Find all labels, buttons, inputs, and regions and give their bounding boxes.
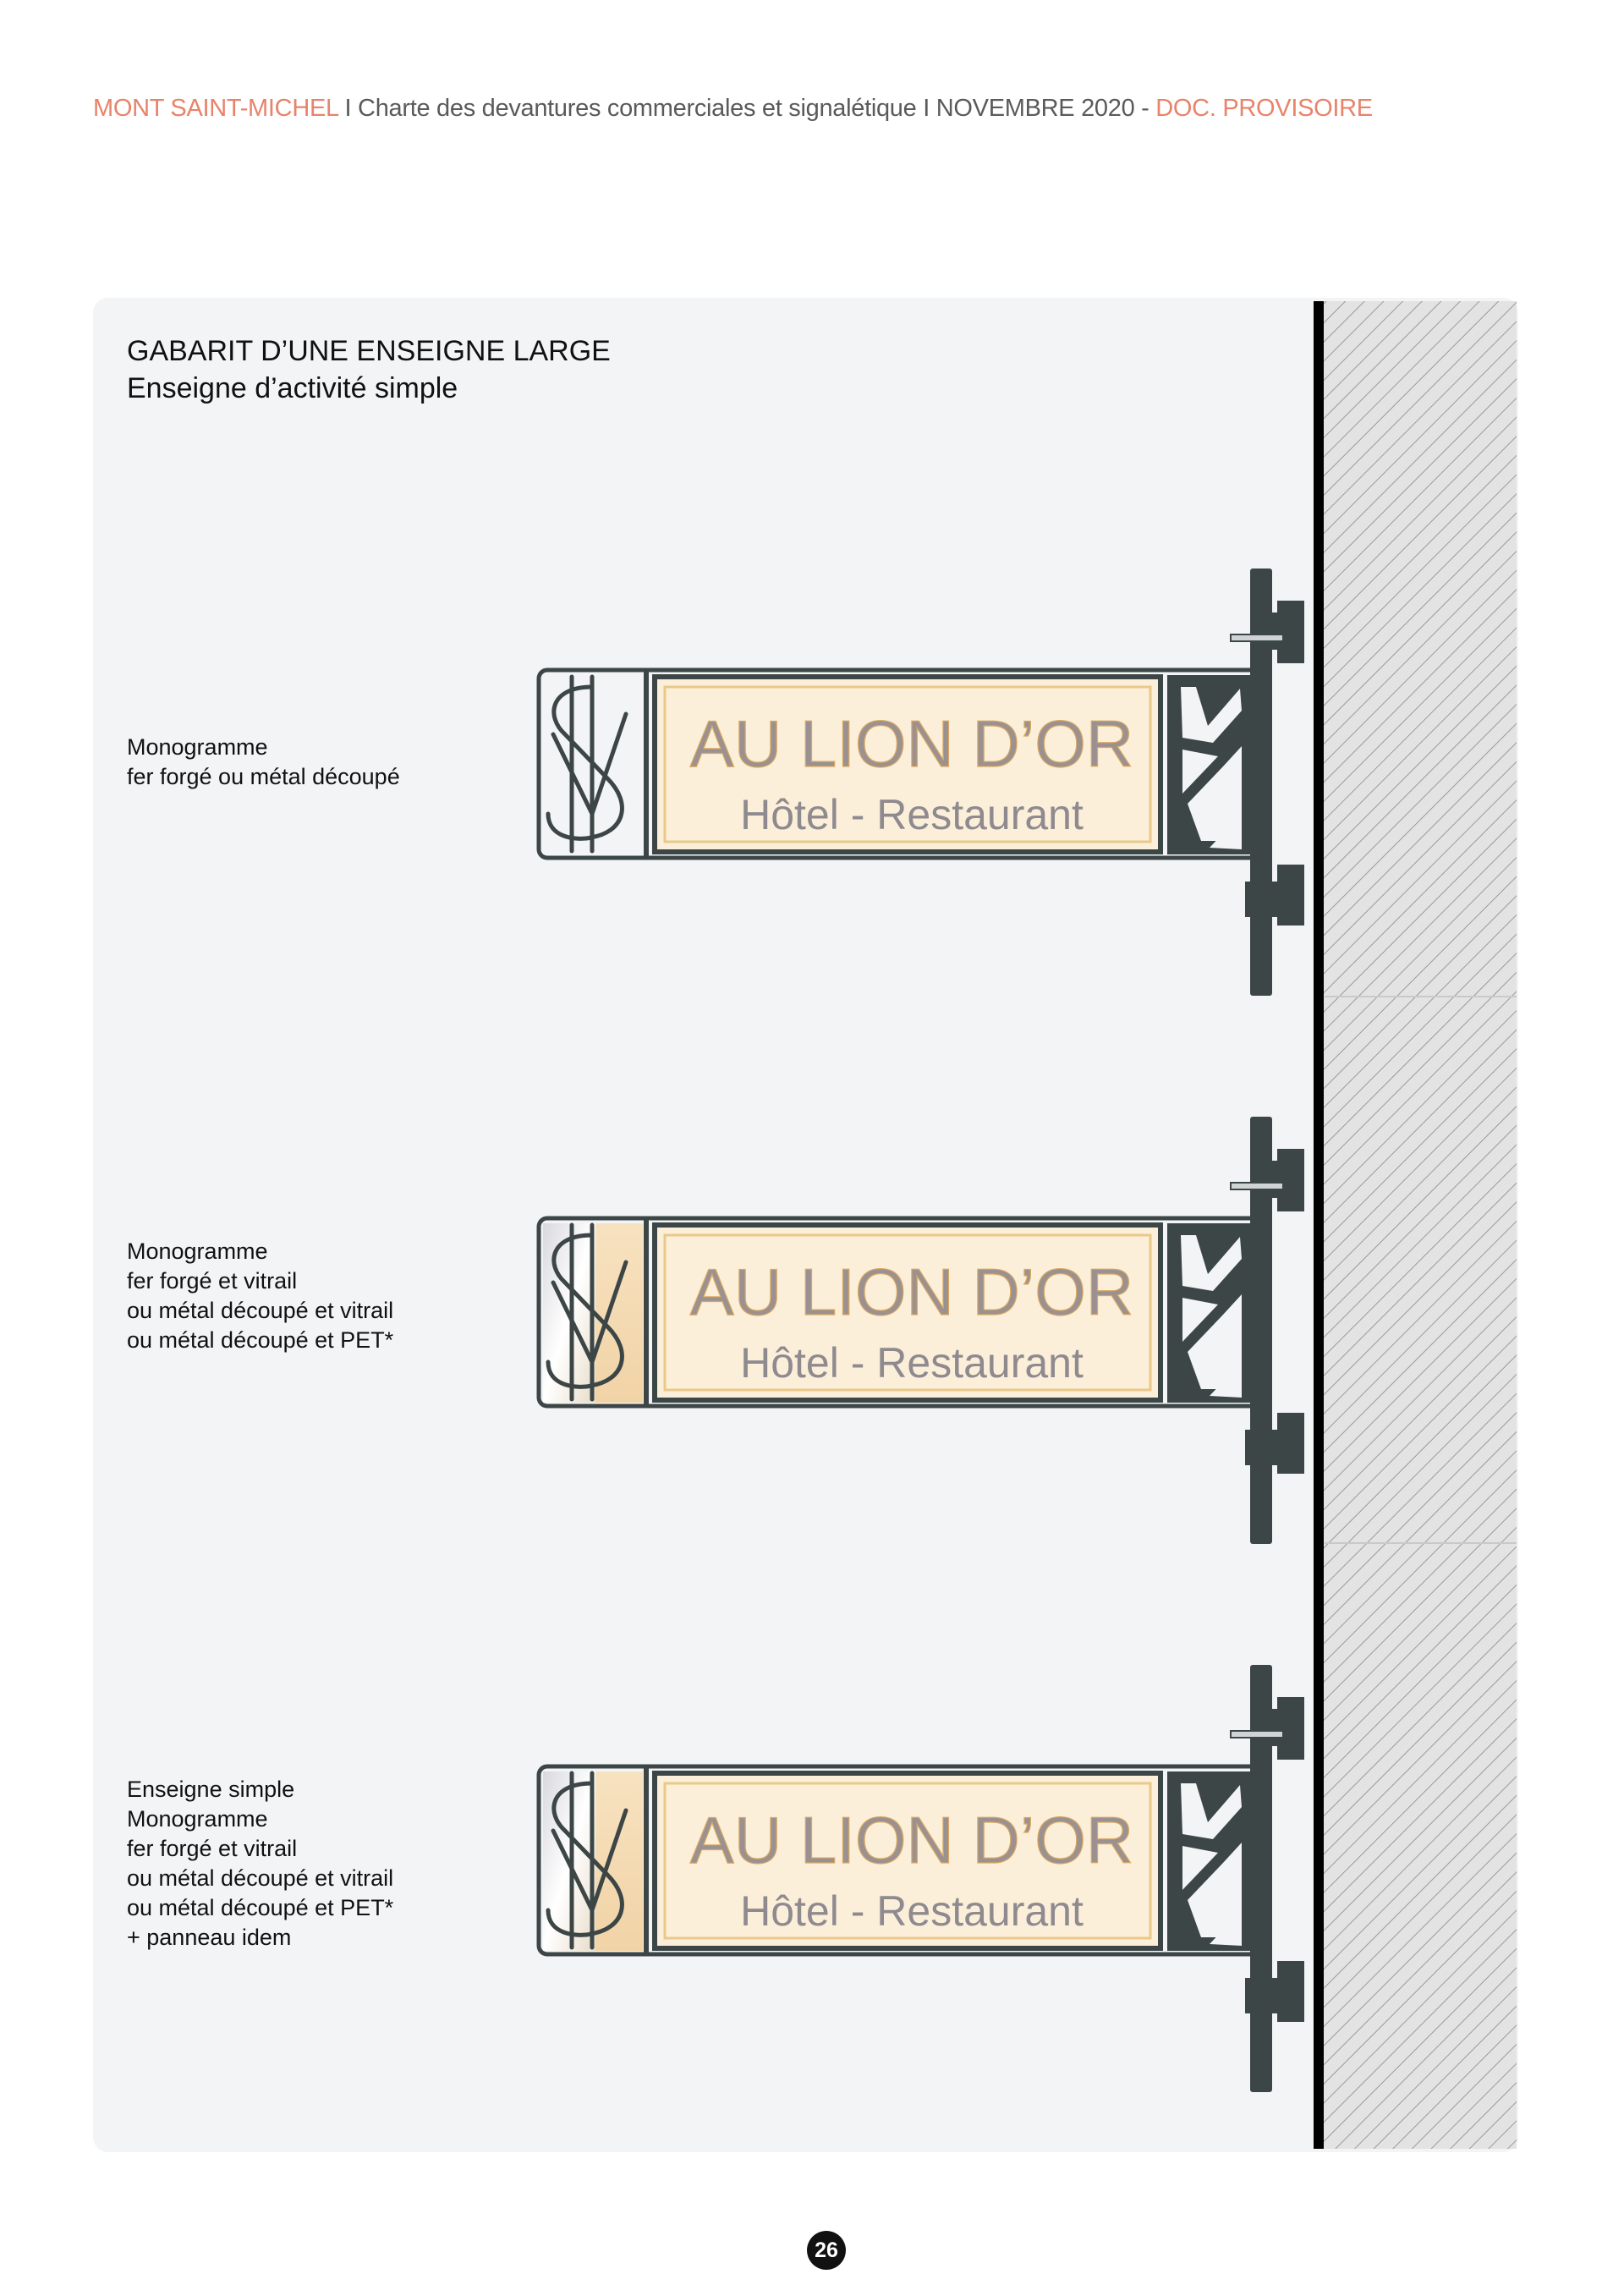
wall-section bbox=[1324, 301, 1517, 2149]
section-title: GABARIT D’UNE ENSEIGNE LARGE bbox=[127, 335, 611, 367]
sign-variant-3 bbox=[539, 1665, 1304, 2092]
page-number: 26 bbox=[807, 2231, 846, 2270]
sign-name: AU LION D’OR bbox=[689, 1255, 1134, 1329]
header-date: NOVEMBRE 2020 bbox=[935, 95, 1135, 122]
caption-line: ou métal découpé et vitrail bbox=[127, 1865, 394, 1891]
caption-line: ou métal découpé et PET* bbox=[127, 1895, 394, 1920]
section-subtitle: Enseigne d’activité simple bbox=[127, 372, 458, 404]
header-place: MONT SAINT-MICHEL bbox=[93, 95, 338, 122]
caption-line: Enseigne simple bbox=[127, 1777, 295, 1802]
caption-line: Monogramme bbox=[127, 1239, 268, 1264]
sign-variant-2 bbox=[539, 1117, 1304, 1544]
caption-line: ou métal découpé et PET* bbox=[127, 1327, 394, 1353]
caption-line: fer forgé et vitrail bbox=[127, 1836, 298, 1861]
header-status: DOC. PROVISOIRE bbox=[1155, 95, 1373, 122]
sign-name: AU LION D’OR bbox=[689, 1803, 1134, 1877]
caption-line: Monogramme bbox=[127, 1806, 268, 1832]
caption-line: Monogramme bbox=[127, 734, 268, 760]
header-document-title: Charte des devantures commerciales et signalétique bbox=[358, 95, 917, 122]
caption-line: fer forgé ou métal découpé bbox=[127, 764, 400, 789]
header-separator: I bbox=[337, 95, 359, 122]
header-separator: I bbox=[916, 95, 936, 122]
sign-activity: Hôtel - Restaurant bbox=[740, 1339, 1084, 1387]
facade-line bbox=[1314, 301, 1324, 2149]
header-dash: - bbox=[1134, 95, 1156, 122]
sign-variant-1 bbox=[539, 568, 1304, 996]
sign-activity: Hôtel - Restaurant bbox=[740, 791, 1084, 838]
caption-line: + panneau idem bbox=[127, 1925, 292, 1950]
sign-name: AU LION D’OR bbox=[689, 706, 1134, 781]
caption-line: ou métal découpé et vitrail bbox=[127, 1298, 394, 1323]
sign-activity: Hôtel - Restaurant bbox=[740, 1887, 1084, 1935]
caption-line: fer forgé et vitrail bbox=[127, 1268, 298, 1294]
